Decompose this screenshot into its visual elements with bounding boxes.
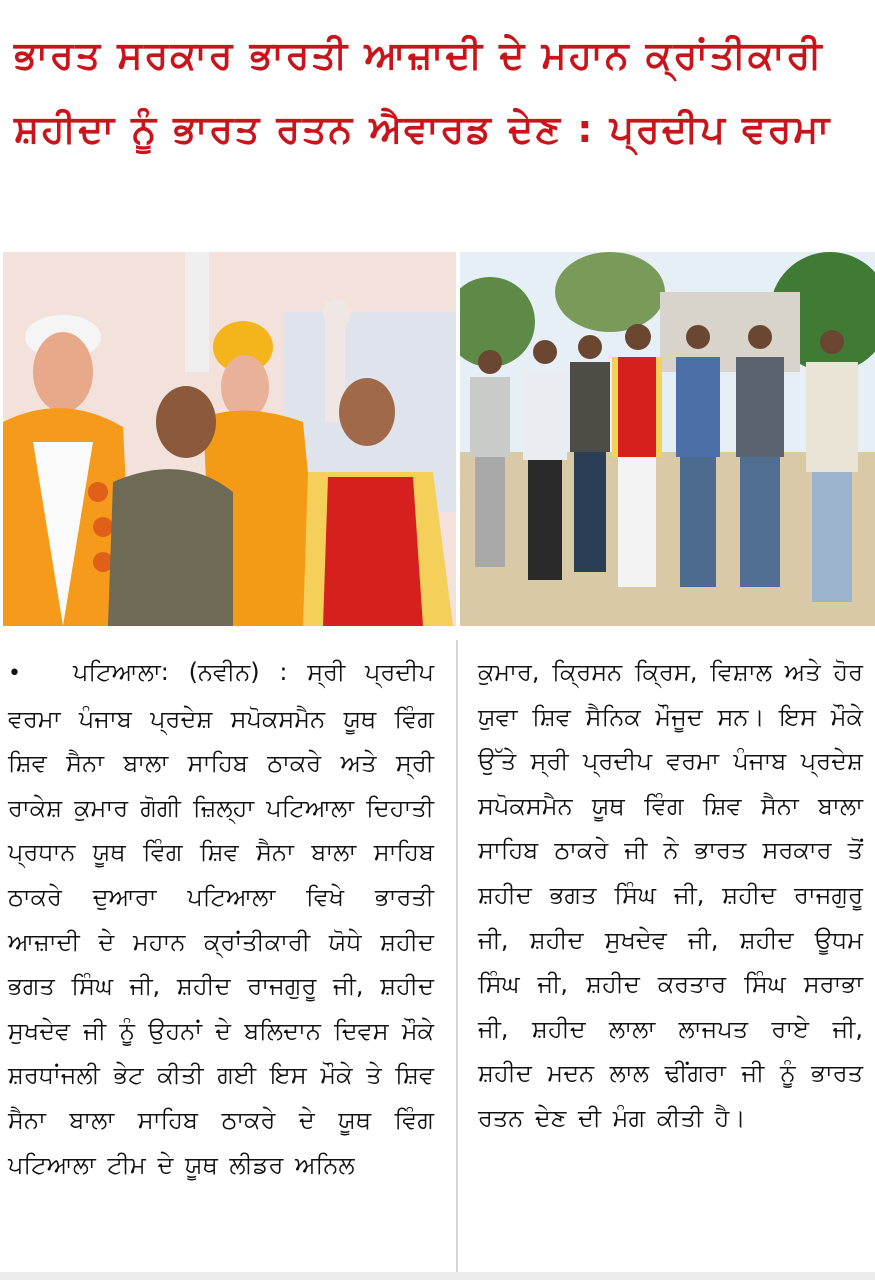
headline: ਭਾਰਤ ਸਰਕਾਰ ਭਾਰਤੀ ਆਜ਼ਾਦੀ ਦੇ ਮਹਾਨ ਕ੍ਰਾਂਤੀਕਾਰੀ ਸ਼ਹੀਦਾ ਨੂੰ ਭਾਰਤ ਰਤਨ ਐਵਾਰਡ ਦੇਣ : ਪ੍ਰਦੀਪ ਵਰਮਾ [14,33,832,151]
bottom-strip [0,1272,875,1280]
bullet: • [8,661,21,686]
photo-strip [0,250,875,628]
statues-photo-illustration [3,252,456,626]
article-text-left: ਪਟਿਆਲਾ: (ਨਵੀਨ) : ਸ੍ਰੀ ਪ੍ਰਦੀਪ ਵਰਮਾ ਪੰਜਾਬ ਪ੍ਰਦੇਸ਼ ਸਪੋਕਸਮੈਨ ਯੂਥ ਵਿੰਗ ਸ਼ਿਵ ਸੈਨਾ ਬਾਲਾ ਸਾਹਿਬ ਠਾਕਰੇ ਅਤੇ ਸ੍ਰੀ ਰਾਕੇਸ਼ ਕੁਮਾਰ ਗੋਗੀ ਜ਼ਿਲ੍ਹਾ ਪਟਿਆਲਾ ਦਿਹਾਤੀ ਪ੍ਰਧਾਨ ਯੂਥ ਵਿੰਗ ਸ਼ਿਵ ਸੈਨਾ ਬਾਲਾ ਸਾਹਿਬ ਠਾਕਰੇ ਦੁਆਰਾ ਪਟਿਆਲਾ ਵਿਖੇ ਭਾਰਤੀ ਆਜ਼ਾਦੀ ਦੇ ਮਹਾਨ ਕ੍ਰਾਂਤੀਕਾਰੀ ਯੋਧੇ ਸ਼ਹੀਦ ਭਗਤ ਸਿੰਘ ਜੀ, ਸ਼ਹੀਦ ਰਾਜਗੁਰੂ ਜੀ, ਸ਼ਹੀਦ ਸੁਖਦੇਵ ਜੀ ਨੂੰ ਉਹਨਾਂ ਦੇ ਬਲਿਦਾਨ ਦਿਵਸ ਮੌਕੇ ਸ਼ਰਧਾਂਜਲੀ ਭੇਟ ਕੀਤੀ ਗਈ ਇਸ ਮੌਕੇ ਤੇ ਸ਼ਿਵ ਸੈਨਾ ਬਾਲਾ ਸਾਹਿਬ ਠਾਕਰੇ ਦੇ ਯੂਥ ਵਿੰਗ ਪਟਿਆਲਾ ਟੀਮ ਦੇ ਯੂਥ ਲੀਡਰ ਅਨਿਲ [8,658,434,1179]
article-column-left [8,650,434,1187]
group-photo-illustration [460,252,875,626]
column-divider [456,640,458,1280]
article-text-right: ਕੁਮਾਰ, ਕ੍ਰਿਸਨ ਕ੍ਰਿਸ, ਵਿਸ਼ਾਲ ਅਤੇ ਹੋਰ ਯੁਵਾ ਸ਼ਿਵ ਸੈਨਿਕ ਮੌਜੂਦ ਸਨ। ਇਸ ਮੌਕੇ ਉੱਤੇ ਸ੍ਰੀ ਪ੍ਰਦੀਪ ਵਰਮਾ ਪੰਜਾਬ ਪ੍ਰਦੇਸ਼ ਸਪੋਕਸਮੈਨ ਯੂਥ ਵਿੰਗ ਸ਼ਿਵ ਸੈਨਾ ਬਾਲਾ ਸਾਹਿਬ ਠਾਕਰੇ ਜੀ ਨੇ ਭਾਰਤ ਸਰਕਾਰ ਤੋਂ ਸ਼ਹੀਦ ਭਗਤ ਸਿੰਘ ਜੀ, ਸ਼ਹੀਦ ਰਾਜਗੁਰੂ ਜੀ, ਸ਼ਹੀਦ ਸੁਖਦੇਵ ਜੀ, ਸ਼ਹੀਦ ਊਧਮ ਸਿੰਘ ਜੀ, ਸ਼ਹੀਦ ਕਰਤਾਰ ਸਿੰਘ ਸਰਾਭਾ ਜੀ, ਸ਼ਹੀਦ ਲਾਲਾ ਲਾਜਪਤ ਰਾਏ ਜੀ, ਸ਼ਹੀਦ ਮਦਨ ਲਾਲ ਢੀਂਗਰਾ ਜੀ ਨੂੰ ਭਾਰਤ ਰਤਨ ਦੇਣ ਦੀ ਮੰਗ ਕੀਤੀ ਹੈ। [478,658,863,1132]
article-column-right [478,650,863,1141]
photo-group-of-young-men [460,252,875,626]
photo-statues-and-two-men [3,252,456,626]
